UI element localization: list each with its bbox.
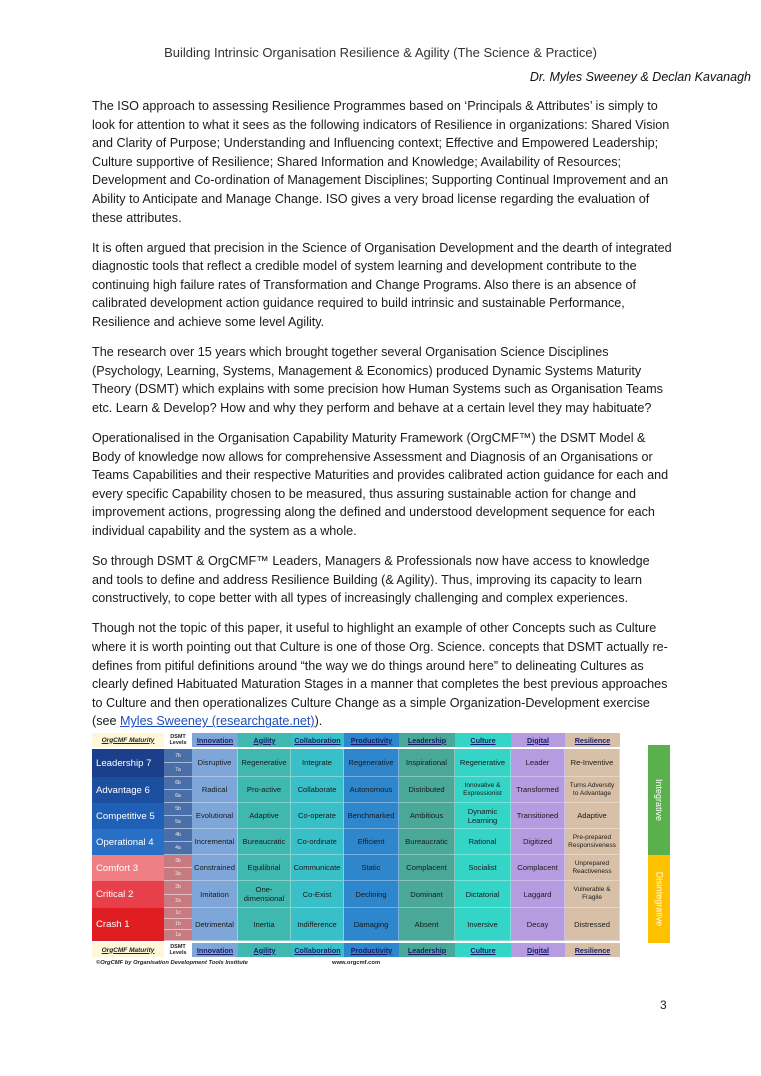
footer-header-levels-header-line: Levels — [169, 950, 187, 956]
matrix-row — [92, 881, 620, 908]
paragraph-precision: It is often argued that precision in the Science of Organisation Development and the dearth of integrated diagnostic tools that reflect a credible model of system learning and development contribute to the continuing high failure rates of Transformation and Change Programs. Also there is an absence of calibrated development action guidance required to build intrinsic and sustainable Performance, Resilience and achieve some level Agility. — [92, 240, 672, 330]
matrix-cell-productivity: Static — [344, 855, 399, 881]
header-column-digital: Digital — [511, 733, 565, 747]
matrix-cell-culture: Rational — [455, 829, 511, 855]
matrix-row — [92, 749, 620, 777]
matrix-header-top — [92, 733, 620, 747]
matrix-cell-resilience: Re-Inventive — [565, 749, 620, 777]
dsmt-sublevel: 1c — [164, 908, 192, 919]
disintegrative-label: Disintegrative — [654, 871, 664, 927]
matrix-cell-agility: One-dimensional — [238, 881, 291, 908]
matrix-cell-collaboration: Collaborate — [291, 777, 344, 803]
integrative-band — [648, 745, 670, 855]
matrix-cell-agility: Pro-active — [238, 777, 291, 803]
dsmt-sublevel: 3b — [164, 855, 192, 868]
dsmt-sublevel: 1b — [164, 919, 192, 930]
header-levels-header-line: Levels — [169, 740, 187, 746]
matrix-cell-leadership: Absent — [399, 908, 455, 941]
matrix-cell-collaboration: Communicate — [291, 855, 344, 881]
footer-header-levels-header — [164, 943, 192, 957]
dsmt-sublevels — [164, 777, 192, 803]
maturity-level-name: Advantage 6 — [92, 777, 164, 803]
disintegrative-band — [648, 855, 670, 943]
maturity-level-name: Competitive 5 — [92, 803, 164, 829]
matrix-cell-productivity: Benchmarked — [344, 803, 399, 829]
header-column-resilience: Resilience — [565, 733, 620, 747]
footer-header-column-resilience: Resilience — [565, 943, 620, 957]
dsmt-sublevel: 4b — [164, 829, 192, 842]
matrix-cell-collaboration: Indifference — [291, 908, 344, 941]
matrix-cell-leadership: Complacent — [399, 855, 455, 881]
dsmt-sublevel: 1a — [164, 930, 192, 941]
dsmt-sublevels — [164, 908, 192, 941]
dsmt-sublevel: 2a — [164, 895, 192, 909]
matrix-cell-culture: Inversive — [455, 908, 511, 941]
matrix-cell-innovation: Detrimental — [192, 908, 238, 941]
matrix-cell-leadership: Bureaucratic — [399, 829, 455, 855]
matrix-header-bottom — [92, 943, 620, 957]
dsmt-sublevels — [164, 881, 192, 908]
page-number: 3 — [660, 998, 667, 1012]
matrix-cell-innovation: Radical — [192, 777, 238, 803]
matrix-cell-collaboration: Integrate — [291, 749, 344, 777]
header-levels-header — [164, 733, 192, 747]
paragraph-culture — [92, 619, 672, 731]
footer-header-column-digital: Digital — [511, 943, 565, 957]
footer-header-levels-header-line: DSMT — [170, 944, 186, 950]
matrix-cell-culture: Dynamic Learning — [455, 803, 511, 829]
dsmt-sublevel: 7a — [164, 763, 192, 777]
matrix-cell-productivity: Efficient — [344, 829, 399, 855]
integrative-label: Integrative — [654, 778, 664, 822]
paragraph-culture-tail: ). — [314, 714, 323, 729]
matrix-cell-resilience: Adaptive — [565, 803, 620, 829]
matrix-cell-leadership: Ambitious — [399, 803, 455, 829]
matrix-cell-leadership: Inspirational — [399, 749, 455, 777]
matrix-cell-collaboration: Co-ordinate — [291, 829, 344, 855]
matrix-cell-digital: Decay — [511, 908, 565, 941]
maturity-level-name: Crash 1 — [92, 908, 164, 941]
matrix-cell-productivity: Declining — [344, 881, 399, 908]
header-column-agility: Agility — [238, 733, 291, 747]
matrix-cell-innovation: Incremental — [192, 829, 238, 855]
header-label-header: OrgCMF Maturity — [92, 733, 164, 747]
header-column-productivity: Productivity — [344, 733, 399, 747]
header-column-innovation: Innovation — [192, 733, 238, 747]
matrix-row — [92, 803, 620, 829]
matrix-cell-resilience: Distressed — [565, 908, 620, 941]
matrix-cell-culture: Regenerative — [455, 749, 511, 777]
footer-header-column-collaboration: Collaboration — [291, 943, 344, 957]
footer-header-column-culture: Culture — [455, 943, 511, 957]
maturity-level-name: Comfort 3 — [92, 855, 164, 881]
matrix-cell-agility: Equilibrial — [238, 855, 291, 881]
matrix-row — [92, 777, 620, 803]
header-column-leadership: Leadership — [399, 733, 455, 747]
matrix-row — [92, 829, 620, 855]
matrix-cell-collaboration: Co-Exist — [291, 881, 344, 908]
matrix-cell-culture: Socialist — [455, 855, 511, 881]
dsmt-sublevels — [164, 749, 192, 777]
header-column-collaboration: Collaboration — [291, 733, 344, 747]
maturity-level-name: Critical 2 — [92, 881, 164, 908]
dsmt-sublevel: 5b — [164, 803, 192, 816]
matrix-cell-resilience: Unprepared Reactiveness — [565, 855, 620, 881]
dsmt-sublevel: 6b — [164, 777, 192, 790]
paragraph-iso: The ISO approach to assessing Resilience Programmes based on ‘Principals & Attributes’ is simply to look for attention to what it sees as the following indicators of Resilience in organizations: Shared Vision and Clarity of Purpose; Understanding and Influencing context; Effective and Empowered Leadership; Culture supportive of Resilience; Shared Information and Knowledge; Availability of Resources; Development and Co-ordination of Management Disciplines; Supporting Continual Improvement and an Ability to Anticipate and Manage Change. ISO gives a very broad license regarding the evaluation of these attributes. — [92, 99, 670, 225]
matrix-cell-productivity: Autonomous — [344, 777, 399, 803]
paragraph-leaders: So through DSMT & OrgCMF™ Leaders, Managers & Professionals now have access to knowledge and tools to define and address Resilience Building (& Agility). Thus, improving its capacity to learn constructively, to cope better with all types of increasingly challenging and complex experiences. — [92, 554, 650, 606]
body-text — [92, 97, 672, 742]
maturity-level-name: Leadership 7 — [92, 749, 164, 777]
matrix-row — [92, 908, 620, 941]
dsmt-sublevel: 3a — [164, 868, 192, 881]
matrix-cell-leadership: Dominant — [399, 881, 455, 908]
matrix-cell-digital: Digitized — [511, 829, 565, 855]
dsmt-sublevel: 6a — [164, 790, 192, 803]
matrix-cell-digital: Complacent — [511, 855, 565, 881]
maturity-level-name: Operational 4 — [92, 829, 164, 855]
matrix-cell-productivity: Damaging — [344, 908, 399, 941]
orgcmf-maturity-matrix — [92, 731, 670, 971]
matrix-cell-digital: Transitioned — [511, 803, 565, 829]
footer-header-column-leadership: Leadership — [399, 943, 455, 957]
dsmt-sublevel: 2b — [164, 881, 192, 895]
matrix-cell-collaboration: Co-operate — [291, 803, 344, 829]
dsmt-sublevels — [164, 855, 192, 881]
matrix-cell-leadership: Distributed — [399, 777, 455, 803]
dsmt-sublevels — [164, 829, 192, 855]
paragraph-culture-text: Though not the topic of this paper, it useful to highlight an example of other Concepts such as Culture where it is worth pointing out that Culture is one of those Org. Science. concepts that DSMT actually re-defines from pitiful definitions around “the way we do things around here” to delineating Cultures as clearly defined Habituated Maturation Stages in a manner that completes the best previous approaches to Culture and then operationalizes Culture Change as a simple Organization-Development exercise (see — [92, 621, 668, 729]
matrix-cell-productivity: Regenerative — [344, 749, 399, 777]
header-column-culture: Culture — [455, 733, 511, 747]
paragraph-research: The research over 15 years which brought together several Organisation Science Disciplines (Psychology, Learning, Systems, Management & Economics) produced Dynamic Systems Maturity Theory (DSMT) which explains with some precision how Human Systems such as Organisation Teams etc. Learn & Develop? How and why they perform and behave at a certain level they may habituate? — [92, 345, 663, 415]
running-title: Building Intrinsic Organisation Resilience & Agility (The Science & Practice) — [164, 45, 597, 60]
matrix-cell-agility: Adaptive — [238, 803, 291, 829]
matrix-cell-innovation: Imitation — [192, 881, 238, 908]
authors: Dr. Myles Sweeney & Declan Kavanagh — [529, 70, 751, 84]
researchgate-link[interactable]: Myles Sweeney (researchgate.net) — [120, 714, 315, 729]
matrix-row — [92, 855, 620, 881]
matrix-cell-digital: Laggard — [511, 881, 565, 908]
matrix-cell-culture: Innovative & Expressionist — [455, 777, 511, 803]
matrix-cell-digital: Leader — [511, 749, 565, 777]
matrix-website: www.orgcmf.com — [332, 960, 381, 966]
dsmt-sublevel: 7b — [164, 749, 192, 763]
dsmt-sublevels — [164, 803, 192, 829]
paragraph-operationalised: Operationalised in the Organisation Capability Maturity Framework (OrgCMF™) the DSMT Model & Body of knowledge now allows for comprehensive Assessment and Diagnosis of an Organisations or Teams Capabilities and their respective Maturities and provides calibrated action guidance for each and every specific Capability chosen to be measured, thus assuring sustainable action for change and improvement actions, progressing along the defined and understood development sequence for each individual capability and the system as a whole. — [92, 431, 669, 538]
matrix-cell-agility: Bureaucratic — [238, 829, 291, 855]
matrix-cell-agility: Regenerative — [238, 749, 291, 777]
matrix-copyright: ©OrgCMF by Organisation Development Tools Institute — [96, 960, 248, 966]
matrix-cell-digital: Transformed — [511, 777, 565, 803]
footer-header-column-agility: Agility — [238, 943, 291, 957]
footer-header-label-header: OrgCMF Maturity — [92, 943, 164, 957]
matrix-cell-culture: Dictatorial — [455, 881, 511, 908]
matrix-cell-agility: Inertia — [238, 908, 291, 941]
dsmt-sublevel: 4a — [164, 842, 192, 855]
matrix-cell-resilience: Pre-prepared Responsiveness — [565, 829, 620, 855]
matrix-cell-resilience: Turns Adversity to Advantage — [565, 777, 620, 803]
dsmt-sublevel: 5a — [164, 816, 192, 829]
footer-header-column-productivity: Productivity — [344, 943, 399, 957]
matrix-cell-resilience: Vulnerable & Fragile — [565, 881, 620, 908]
matrix-cell-innovation: Disruptive — [192, 749, 238, 777]
matrix-cell-innovation: Evolutional — [192, 803, 238, 829]
header-levels-header-line: DSMT — [170, 734, 186, 740]
matrix-cell-innovation: Constrained — [192, 855, 238, 881]
footer-header-column-innovation: Innovation — [192, 943, 238, 957]
